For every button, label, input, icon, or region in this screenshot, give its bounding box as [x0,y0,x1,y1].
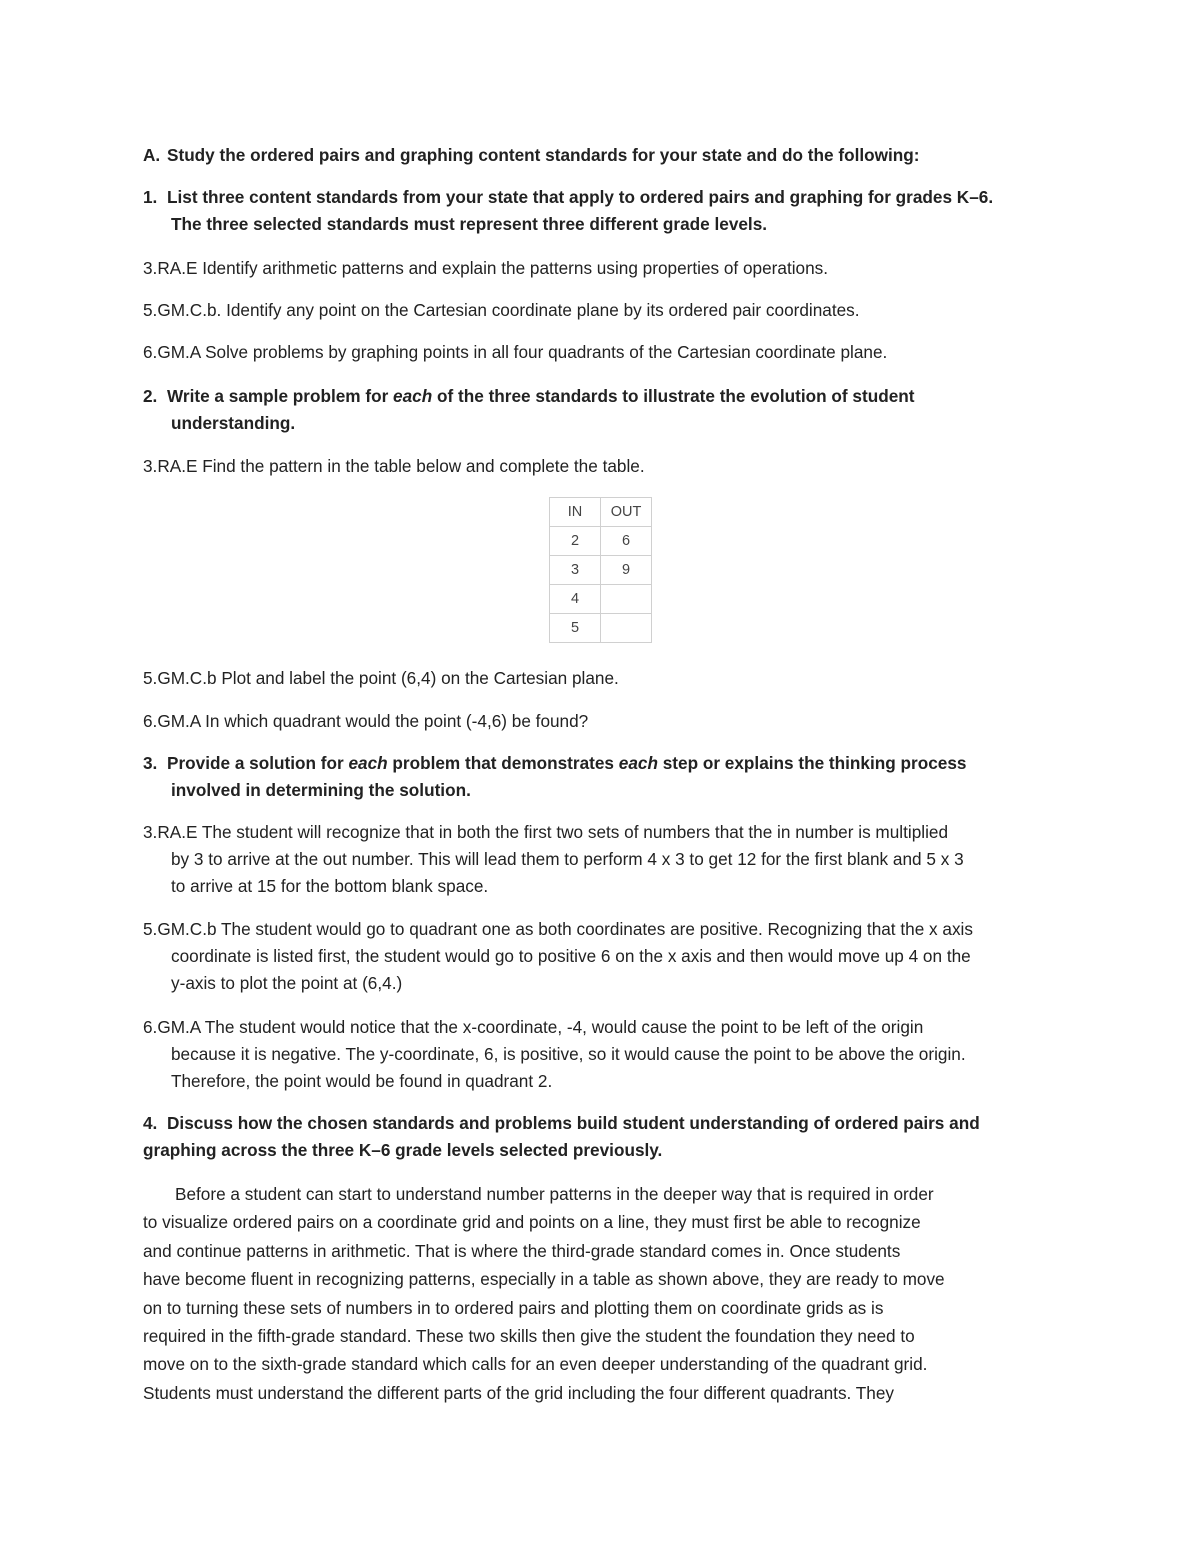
cell-in: 3 [550,556,601,585]
heading-a-letter: A. [143,145,161,165]
solution-line: coordinate is listed first, the student would go to positive 6 on the x axis and then would move up 4 on the [171,946,971,966]
problem-3-ra-e: 3.RA.E Find the pattern in the table below and complete the table. [143,456,645,476]
table-header-row [550,498,652,527]
essay-line: and continue patterns in arithmetic. That is where the third-grade standard comes in. Once students [143,1240,901,1261]
heading-a [143,142,1073,169]
solution-line: by 3 to arrive at the out number. This will lead them to perform 4 x 3 to get 12 for the first blank and 5 x 3 [171,849,964,869]
question-2-text-post: of the three standards to illustrate the evolution of student [432,386,915,406]
standard-6-gm-a: 6.GM.A Solve problems by graphing points in all four quadrants of the Cartesian coordinate plane. [143,342,888,362]
question-1-line-1: List three content standards from your state that apply to ordered pairs and graphing for grades K–6. [167,187,994,207]
essay-line: to visualize ordered pairs on a coordinate grid and points on a line, they must first be able to recognize [143,1212,921,1233]
essay-line: Before a student can start to understand number patterns in the deeper way that is required in order [175,1184,934,1204]
question-2-number: 2. [143,386,158,406]
solution-line: 6.GM.A The student would notice that the x-coordinate, -4, would cause the point to be left of the origin [143,1017,924,1037]
question-2 [143,383,1073,437]
solution-line: to arrive at 15 for the bottom blank space. [171,876,489,896]
question-4-line-1: Discuss how the chosen standards and problems build student understanding of ordered pairs and [167,1113,980,1133]
question-3-emphasis-2: each [618,753,658,773]
essay-paragraph [143,1180,1073,1407]
question-2-emphasis: each [393,386,433,406]
solution-line: because it is negative. The y-coordinate, 6, is positive, so it would cause the point to be above the origin. [171,1044,966,1064]
heading-a-text: Study the ordered pairs and graphing content standards for your state and do the following: [167,145,920,165]
solution-line: y-axis to plot the point at (6,4.) [171,973,403,993]
question-1-number: 1. [143,187,158,207]
standard-3-ra-e: 3.RA.E Identify arithmetic patterns and explain the patterns using properties of operations. [143,258,829,278]
header-in: IN [550,498,601,527]
essay-line: required in the fifth-grade standard. These two skills then give the student the foundation they need to [143,1326,915,1347]
question-1 [143,184,1073,238]
question-2-text-pre: Write a sample problem for [167,386,394,406]
table-row [550,556,652,585]
essay-line: Students must understand the different parts of the grid including the four different quadrants. They [143,1382,894,1403]
question-4-number: 4. [143,1113,158,1133]
cell-in: 5 [550,614,601,643]
solution-6-gm-a [143,1014,1073,1095]
in-out-table [549,497,652,643]
header-out: OUT [601,498,652,527]
question-3-text-pre: Provide a solution for [167,753,349,773]
table-row [550,614,652,643]
solution-line: 5.GM.C.b The student would go to quadrant one as both coordinates are positive. Recognizing that the x axis [143,919,973,939]
essay-line: on to turning these sets of numbers in to ordered pairs and plotting them on coordinate grids as is [143,1297,884,1318]
question-2-line-2: understanding. [171,413,296,433]
question-4 [143,1110,1073,1164]
cell-out: 9 [601,556,652,585]
question-3 [143,750,1073,804]
question-3-text-mid: problem that demonstrates [387,753,619,773]
table-row [550,585,652,614]
cell-in: 2 [550,527,601,556]
essay-line: have become fluent in recognizing patterns, especially in a table as shown above, they are ready to move [143,1269,945,1290]
question-3-line-2: involved in determining the solution. [171,780,471,800]
question-3-emphasis-1: each [348,753,388,773]
question-1-line-2: The three selected standards must represent three different grade levels. [171,214,768,234]
solution-line: 3.RA.E The student will recognize that in both the first two sets of numbers that the in number is multiplied [143,822,949,842]
solution-5-gm-c-b [143,916,1073,997]
problem-5-gm-c-b: 5.GM.C.b Plot and label the point (6,4) on the Cartesian plane. [143,668,619,688]
cell-out-blank [601,585,652,614]
table-row [550,527,652,556]
cell-out-blank [601,614,652,643]
question-3-text-post: step or explains the thinking process [657,753,967,773]
solution-line: Therefore, the point would be found in quadrant 2. [171,1071,553,1091]
solution-3-ra-e [143,819,1073,900]
standard-5-gm-c-b: 5.GM.C.b. Identify any point on the Cartesian coordinate plane by its ordered pair coordinates. [143,300,860,320]
problem-6-gm-a: 6.GM.A In which quadrant would the point (-4,6) be found? [143,711,589,731]
question-4-line-2: graphing across the three K–6 grade levels selected previously. [143,1140,663,1160]
question-3-number: 3. [143,753,158,773]
cell-in: 4 [550,585,601,614]
essay-line: move on to the sixth-grade standard which calls for an even deeper understanding of the quadrant grid. [143,1354,928,1375]
cell-out: 6 [601,527,652,556]
